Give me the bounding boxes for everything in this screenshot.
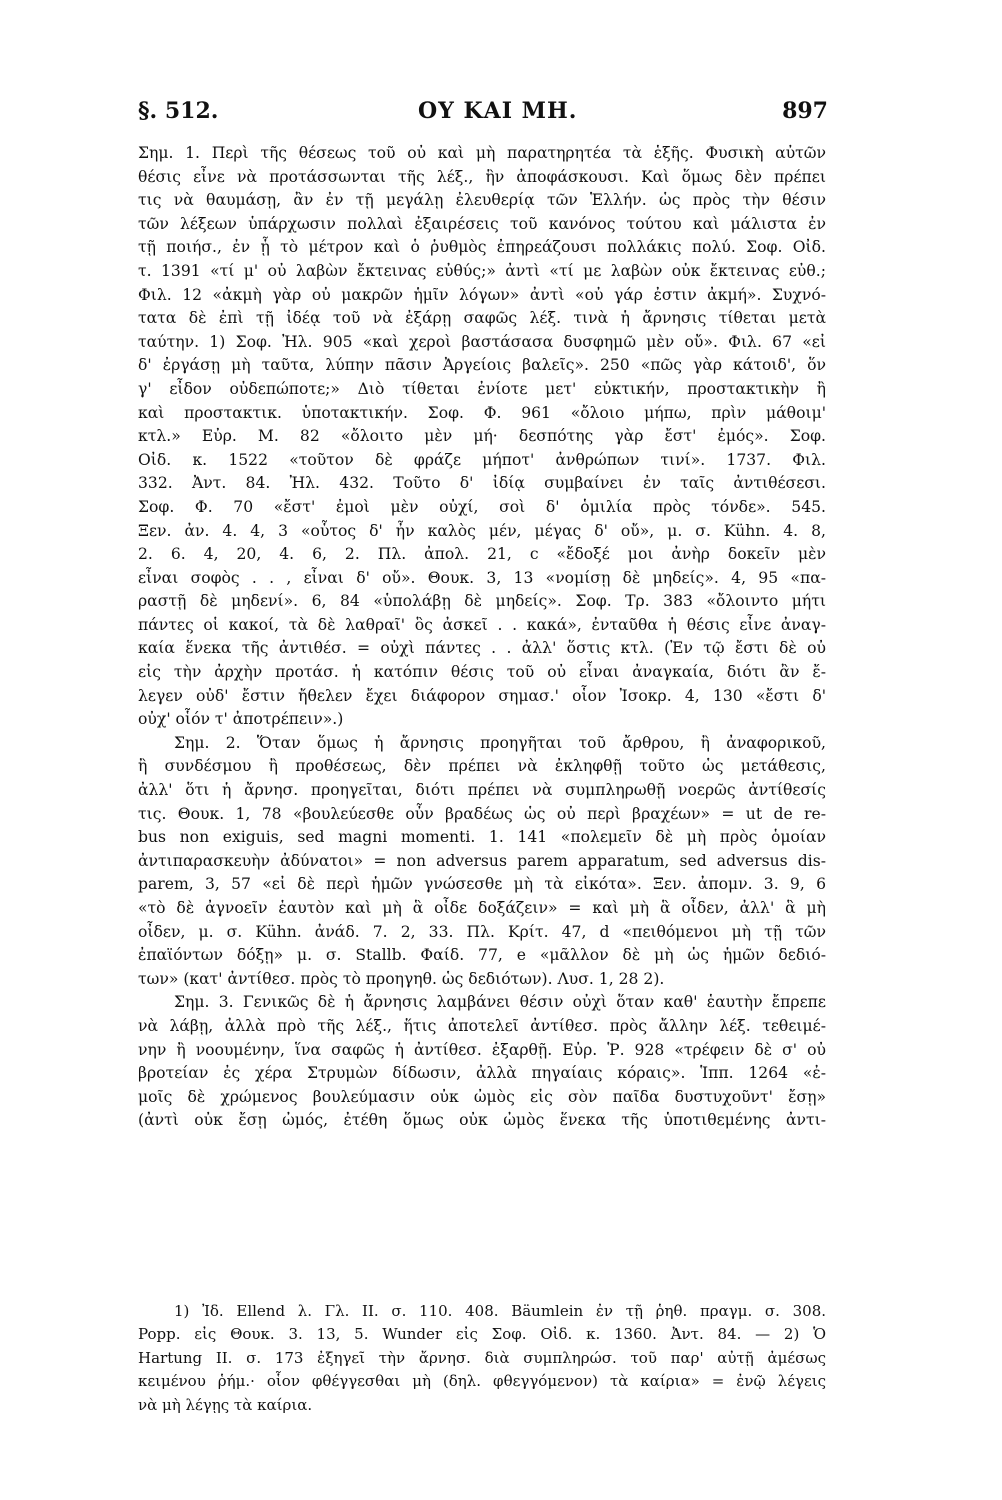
text-line: δ' ἐργάσῃ μὴ ταῦτα, λύπην πᾶσιν Ἀργείοις βαλεῖς». 250 «πῶς γὰρ κάτοιδ', ὅν [138, 356, 826, 375]
text-line: εἰς τὴν ἀρχὴν προτάσ. ἡ κατόπιν θέσις τοῦ οὐ εἶναι ἀναγκαία, διότι ἂν ἔ- [138, 663, 826, 682]
text-line: τατα δὲ ἐπὶ τῇ ἰδέᾳ τοῦ νὰ ἐξάρῃ σαφῶς λέξ. τινὰ ἡ ἄρνησις τίθεται μετὰ [138, 309, 826, 328]
text-line: τ. 1391 «τί μ' οὐ λαβὼν ἔκτεινας εὐθύς;» ἀντὶ «τί με λαβὼν οὐκ ἔκτεινας εὐθ.; [138, 261, 826, 280]
footnote-line: 1) Ἰδ. Ellend λ. Γλ. II. σ. 110. 408. Bäumlein ἐν τῇ ῥηθ. πραγμ. σ. 308. [174, 1302, 826, 1320]
text-line: οἶδεν, μ. σ. Kühn. ἀνάδ. 7. 2, 33. Πλ. Κρίτ. 47, d «πειθόμενοι μὴ τῇ τῶν [138, 922, 826, 941]
text-line: εἶναι σοφὸς . . , εἶναι δ' οὔ». Θουκ. 3, 13 «νομίσῃ δὲ μηδείς». 4, 95 «πα- [138, 568, 826, 587]
text-line: των» (κατ' ἀντίθεσ. πρὸς τὸ προηγηθ. ὡς δεδιότων). Λυσ. 1, 28 2). [138, 969, 665, 988]
text-line: ταύτην. 1) Σοφ. Ἠλ. 905 «καὶ χεροὶ βαστάσασα δυσφημῶ μὲν οὔ». Φιλ. 67 «εἰ [138, 332, 826, 351]
text-line: οὐχ' οἷόν τ' ἀποτρέπειν».) [138, 710, 344, 729]
text-line: parem, 3, 57 «εἰ δὲ περὶ ἡμῶν γνώσεσθε μὴ τὰ εἰκότα». Ξεν. ἀπομν. 3. 9, 6 [138, 875, 826, 894]
text-line: λεγεν οὐδ' ἔστιν ἤθελεν ἔχει διάφορον σημασ.' οἷον Ἰσοκρ. 4, 130 «ἔστι δ' [138, 686, 826, 705]
footnote-line: Popp. εἰς Θουκ. 3. 13, 5. Wunder εἰς Σοφ. Οἰδ. κ. 1360. Ἀντ. 84. — 2) Ὁ [138, 1325, 826, 1344]
text-line: Σοφ. Φ. 70 «ἔστ' ἐμοὶ μὲν οὐχί, σοὶ δ' ὁμιλία πρὸς τόνδε». 545. [138, 497, 826, 516]
page-number: 897 [782, 98, 828, 124]
text-line: Ξεν. ἀν. 4. 4, 3 «οὗτος δ' ἦν καλὸς μέν, μέγας δ' οὔ», μ. σ. Kühn. 4. 8, [138, 521, 826, 540]
text-line: νὰ λάβῃ, ἀλλὰ πρὸ τῆς λέξ., ἥτις ἀποτελεῖ ἀντίθεσ. πρὸς ἄλλην λέξ. τεθειμέ- [138, 1016, 826, 1035]
text-line: ἀλλ' ὅτι ἡ ἄρνησ. προηγεῖται, διότι πρέπει νὰ συμπληρωθῇ νοερῶς ἀντίθεσίς [138, 781, 826, 800]
section-number: §. 512. [138, 98, 219, 124]
text-line: «τὸ δὲ ἀγνοεῖν ἑαυτὸν καὶ μὴ ἃ οἶδε δοξάζειν» = καὶ μὴ ἃ οἶδεν, ἀλλ' ἃ μὴ [138, 899, 826, 917]
text-line: τῶν λέξεων ὑπάρχωσιν πολλαὶ ἐξαιρέσεις τοῦ κανόνος τούτου καὶ μάλιστα ἐν [138, 214, 826, 233]
text-line: 2. 6. 4, 20, 4. 6, 2. Πλ. ἀπολ. 21, c «ἔδοξέ μοι ἀνὴρ δοκεῖν μὲν [138, 545, 826, 564]
text-line: Σημ. 2. Ὅταν ὅμως ἡ ἄρνησις προηγῆται τοῦ ἄρθρου, ἢ ἀναφορικοῦ, [174, 733, 826, 752]
text-line: τις νὰ θαυμάσῃ, ἂν ἐν τῇ μεγάλῃ ἐλευθερίᾳ τῶν Ἑλλήν. ὡς πρὸς τὴν θέσιν [138, 191, 826, 210]
text-line: καία ἕνεκα τῆς ἀντιθέσ. = οὐχὶ πάντες . . ἀλλ' ὅστις κτλ. (Ἐν τῷ ἔστι δὲ οὐ [138, 639, 826, 658]
text-line: καὶ προστακτικ. ὑποτακτικήν. Σοφ. Φ. 961 «ὄλοιο μήπω, πρὶν μάθοιμ' [138, 403, 826, 422]
text-line: bus non exiguis, sed magni momenti. 1. 141 «πολεμεῖν δὲ μὴ πρὸς ὁμοίαν [138, 828, 826, 847]
text-line: βροτείαν ἐς χέρα Στρυμὼν δίδωσιν, ἀλλὰ πηγαίαις κόραις». Ἱππ. 1264 «ἐ- [138, 1064, 826, 1083]
text-line: τῇ ποιήσ., ἐν ᾗ τὸ μέτρον καὶ ὁ ῥυθμὸς ἐπηρεάζουσι πολλάκις πολύ. Σοφ. Οἰδ. [138, 238, 826, 257]
text-line: ραστῇ δὲ μηδενί». 6, 84 «ὑπολάβῃ δὲ μηδείς». Σοφ. Τρ. 383 «ὄλοιντο μήτι [138, 592, 826, 611]
text-line: νην ἢ νοουμένην, ἵνα σαφῶς ἡ ἀντίθεσ. ἐξαρθῇ. Εὐρ. Ῥ. 928 «τρέφειν δὲ σ' οὐ [138, 1040, 826, 1059]
text-line: κτλ.» Εὐρ. Μ. 82 «ὄλοιτο μὲν μή· δεσπότης γὰρ ἔστ' ἐμός». Σοφ. [138, 427, 826, 446]
text-line: Σημ. 1. Περὶ τῆς θέσεως τοῦ οὐ καὶ μὴ παρατηρητέα τὰ ἑξῆς. Φυσικὴ αὐτῶν [138, 144, 826, 162]
footnote-line: κειμένου ῥήμ.· οἷον φθέγγεσθαι μὴ (δηλ. φθεγγόμενον) τὰ καίρια» = ἐνῷ λέγεις [138, 1372, 826, 1391]
text-line: Οἰδ. κ. 1522 «τοῦτον δὲ φράζε μήποτ' ἀνθρώπων τινί». 1737. Φιλ. [138, 450, 826, 469]
text-line: πάντες οἱ κακοί, τὰ δὲ λαθραῖ' ὃς ἀσκεῖ . . κακά», ἐνταῦθα ἡ θέσις εἶνε ἀναγ- [138, 615, 826, 634]
footnote-line: νὰ μὴ λέγῃς τὰ καίρια. [138, 1395, 313, 1414]
text-line: Φιλ. 12 «ἀκμὴ γὰρ οὐ μακρῶν ἡμῖν λόγων» ἀντὶ «οὐ γάρ ἐστιν ἀκμή». Συχνό- [138, 285, 826, 304]
text-line: θέσις εἶνε νὰ προτάσσωνται τῆς λέξ., ἣν ἀποφάσκουσι. Καὶ ὅμως δὲν πρέπει [138, 167, 826, 186]
footnotes [138, 1300, 826, 1414]
text-line: ἐπαϊόντων δόξῃ» μ. σ. Stallb. Φαίδ. 77, e «μᾶλλον δὲ μὴ ὡς ἡμῶν δεδιό- [138, 946, 826, 965]
text-line: ἀντιπαρασκευὴν ἀδύνατοι» = non adversus parem apparatum, sed adversus dis- [138, 851, 826, 870]
running-header [138, 98, 828, 134]
footnote-line: Hartung II. σ. 173 ἐξηγεῖ τὴν ἄρνησ. διὰ συμπληρώσ. τοῦ παρ' αὐτῇ ἀμέσως [138, 1348, 826, 1367]
text-line: τις. Θουκ. 1, 78 «βουλεύεσθε οὖν βραδέως ὡς οὐ περὶ βραχέων» = ut de re- [138, 804, 826, 823]
text-line: ἢ συνδέσμου ἢ προθέσεως, δὲν πρέπει νὰ ἐκληφθῇ τοῦτο ὡς μετάθεσις, [138, 757, 826, 776]
text-line: μοῖς δὲ χρώμενος βουλεύμασιν οὐκ ὠμὸς εἰς σὸν παῖδα δυστυχοῦντ' ἔσῃ» [138, 1087, 826, 1106]
text-line: (ἀντὶ οὐκ ἔσῃ ὠμός, ἐτέθη ὅμως οὐκ ὠμὸς ἕνεκα τῆς ὑποτιθεμένης ἀντι- [138, 1111, 826, 1130]
text-line: 332. Ἀντ. 84. Ἠλ. 432. Τοῦτο δ' ἰδίᾳ συμβαίνει ἐν ταῖς ἀντιθέσεσι. [138, 474, 826, 493]
text-line: γ' εἶδον οὐδεπώποτε;» Διὸ τίθεται ἐνίοτε μετ' εὐκτικήν, προστακτικὴν ἢ [138, 379, 826, 398]
main-text [138, 142, 826, 1242]
text-line: Σημ. 3. Γενικῶς δὲ ἡ ἄρνησις λαμβάνει θέσιν οὐχὶ ὅταν καθ' ἑαυτὴν ἔπρεπε [174, 993, 826, 1012]
running-title: ΟΥ ΚΑΙ ΜΗ. [418, 98, 578, 124]
